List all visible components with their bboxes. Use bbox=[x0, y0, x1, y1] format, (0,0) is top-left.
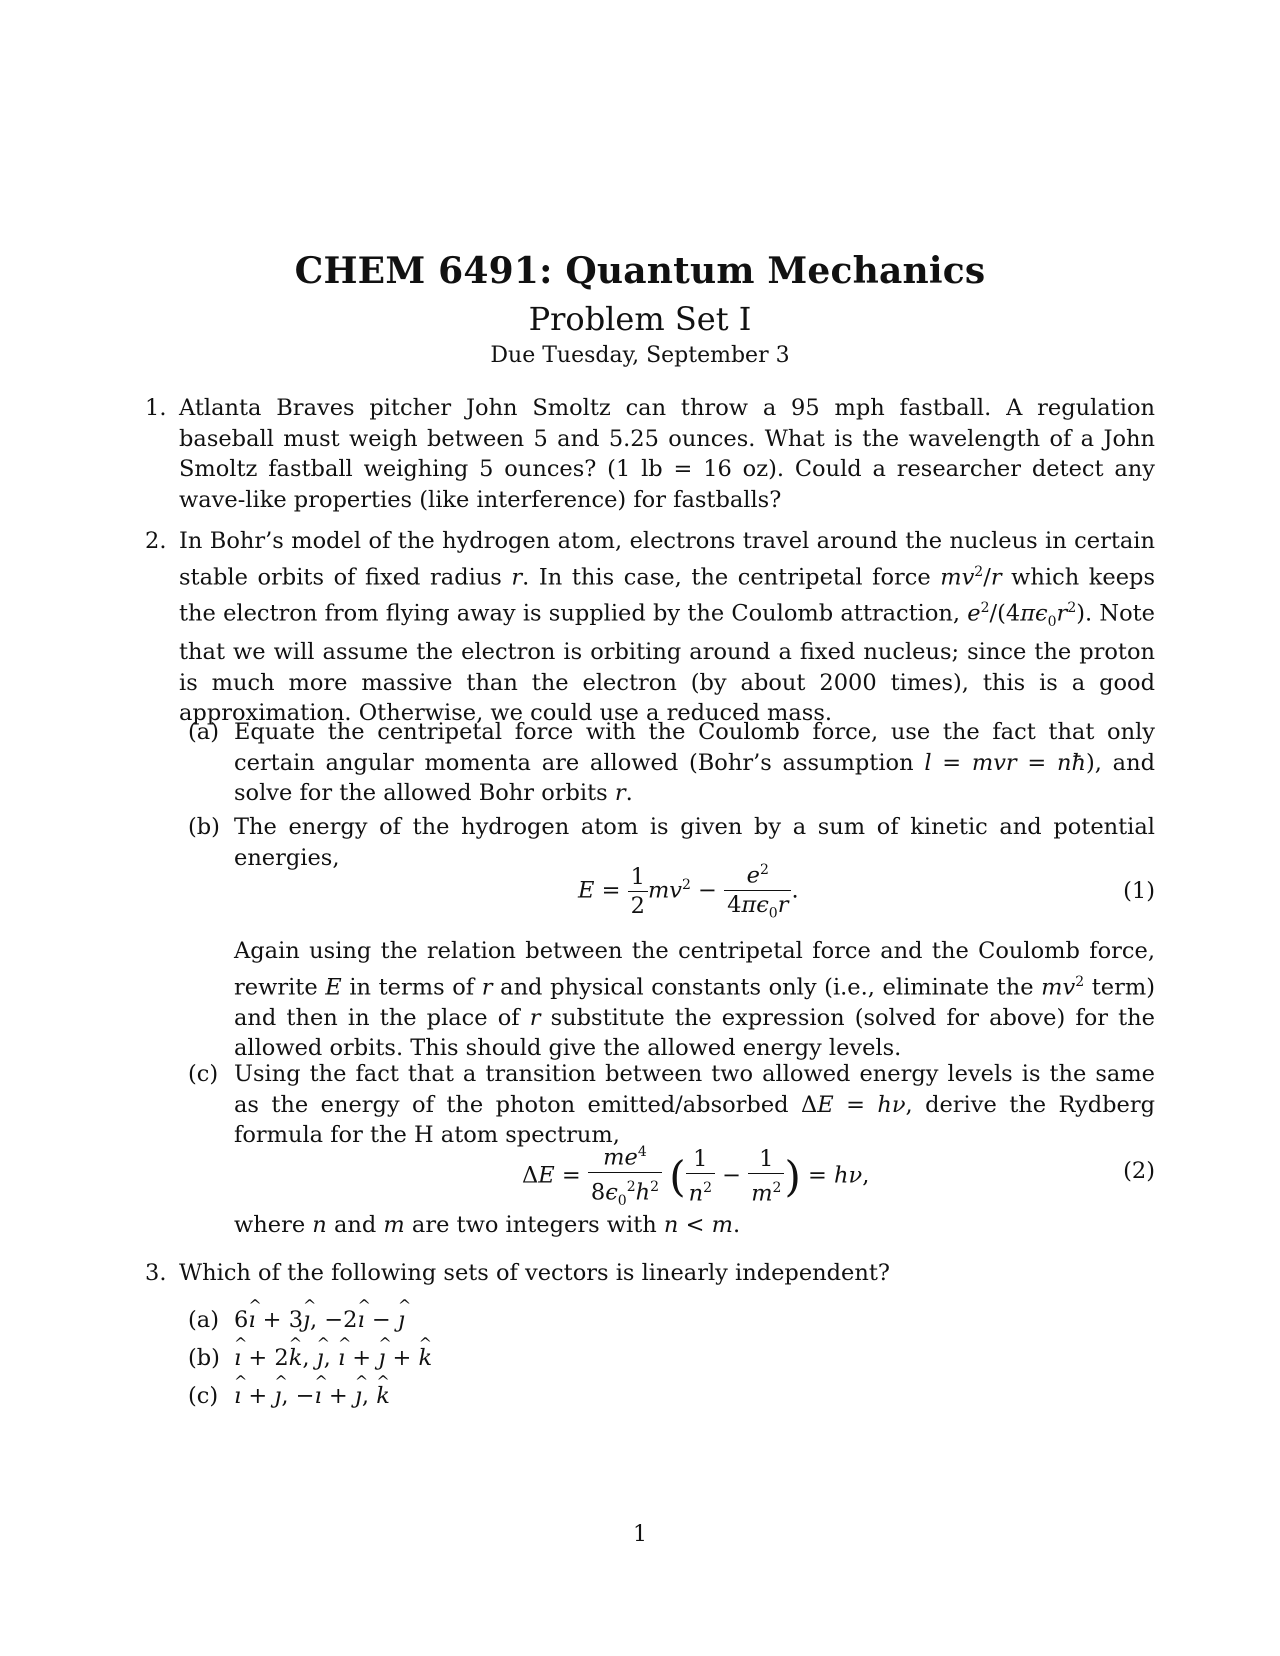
problem-3a-label: (a) bbox=[188, 1307, 219, 1333]
problem-3c bbox=[188, 1381, 1155, 1412]
problem-2a bbox=[188, 717, 1155, 809]
equation-1: E = $\frac{1}{2}$ $mv^2$ − $\frac{e^2}{4\pi\epsilon_0r}$ . bbox=[578, 856, 799, 927]
problem-2b-label: (b) bbox=[188, 814, 220, 840]
problem-3-text: Which of the following sets of vectors is linearly independent? bbox=[179, 1260, 890, 1286]
problem-3c-vectors: ^ ı + ^ ȷ, −^ ı + ^ ȷ, ^ k bbox=[234, 1381, 1155, 1412]
problem-2 bbox=[145, 526, 1155, 729]
problem-2c-continued bbox=[188, 1210, 1155, 1241]
equation-1-number: (1) bbox=[1123, 878, 1155, 904]
problem-2a-text: Equate the centripetal force with the Coulomb force, use the fact that only certain angular momenta are allowed (Bohr’s assumption l = mvr = nħ), and solve for the allowed Bohr orbits r. bbox=[234, 719, 1155, 806]
page-subtitle: Problem Set I bbox=[528, 300, 752, 338]
problem-1-number: 1. bbox=[145, 395, 167, 421]
problem-3b-vectors: ^ ı + 2^ k, ^ ȷ, ^ ı + ^ ȷ + ^ k bbox=[234, 1343, 1155, 1374]
problem-3-number: 3. bbox=[145, 1260, 167, 1286]
problem-2b-intro: The energy of the hydrogen atom is given by a sum of kinetic and potential energies, bbox=[234, 814, 1155, 871]
problem-1-text: Atlanta Braves pitcher John Smoltz can throw a 95 mph fastball. A regulation baseball must weigh between 5 and 5.25 ounces. What is the wavelength of a John Smoltz fastball weighing 5 ounces? (1 lb = 16 oz). Could a researcher detect any wave-like properties (like interference) for fastballs? bbox=[179, 395, 1155, 513]
problem-2-number: 2. bbox=[145, 528, 167, 554]
due-date: Due Tuesday, September 3 bbox=[490, 343, 790, 368]
problem-3b bbox=[188, 1343, 1155, 1374]
problem-3a-vectors: 6^ ı + 3^ ȷ, −2^ ı − ^ ȷ bbox=[234, 1305, 1155, 1336]
problem-3 bbox=[145, 1258, 1155, 1289]
problem-3c-label: (c) bbox=[188, 1383, 219, 1409]
equation-2-number: (2) bbox=[1123, 1158, 1155, 1184]
page-title: CHEM 6491: Quantum Mechanics bbox=[294, 250, 986, 292]
problem-2c bbox=[188, 1059, 1155, 1151]
problem-2c-after: where n and m are two integers with n < m. bbox=[234, 1212, 741, 1238]
problem-2c-label: (c) bbox=[188, 1061, 219, 1087]
equation-2: ΔE = $\frac{me^4}{8\epsilon_0^2h^2}$ ( $\frac{1}{n^2}$ − $\frac{1}{m^2}$ ) = hν, bbox=[522, 1138, 869, 1215]
page-number: 1 bbox=[633, 1522, 647, 1547]
problem-1 bbox=[145, 393, 1155, 515]
problem-3a bbox=[188, 1305, 1155, 1336]
problem-2a-label: (a) bbox=[188, 719, 219, 745]
problem-2b-text: Again using the relation between the centripetal force and the Coulomb force, rewrite E in terms of r and physical constants only (i.e., eliminate the $mv^2$ term) and then in the place of r substitute the expression (solved for above) for the allowed orbits. This should give the allowed energy levels. bbox=[234, 938, 1155, 1061]
problem-2b-continued bbox=[188, 936, 1155, 1064]
problem-2-text: In Bohr’s model of the hydrogen atom, electrons travel around the nucleus in certain stable orbits of fixed radius r. In this case, the centripetal force $mv^2/r$ which keeps the electron from flying away is supplied by the Coulomb attraction, $e^2/(4\pi\epsilon_0r^2)$. Note that we will assume the electron is orbiting around a fixed nucleus; since the proton is much more massive than the electron (by about 2000 times), this is a good approximation. Otherwise, we could use a reduced mass. bbox=[179, 528, 1155, 726]
problem-3b-label: (b) bbox=[188, 1345, 220, 1371]
problem-2c-text: Using the fact that a transition between two allowed energy levels is the same as the energy of the photon emitted/absorbed ΔE = hν, derive the Rydberg formula for the H atom spectrum, bbox=[234, 1061, 1155, 1148]
